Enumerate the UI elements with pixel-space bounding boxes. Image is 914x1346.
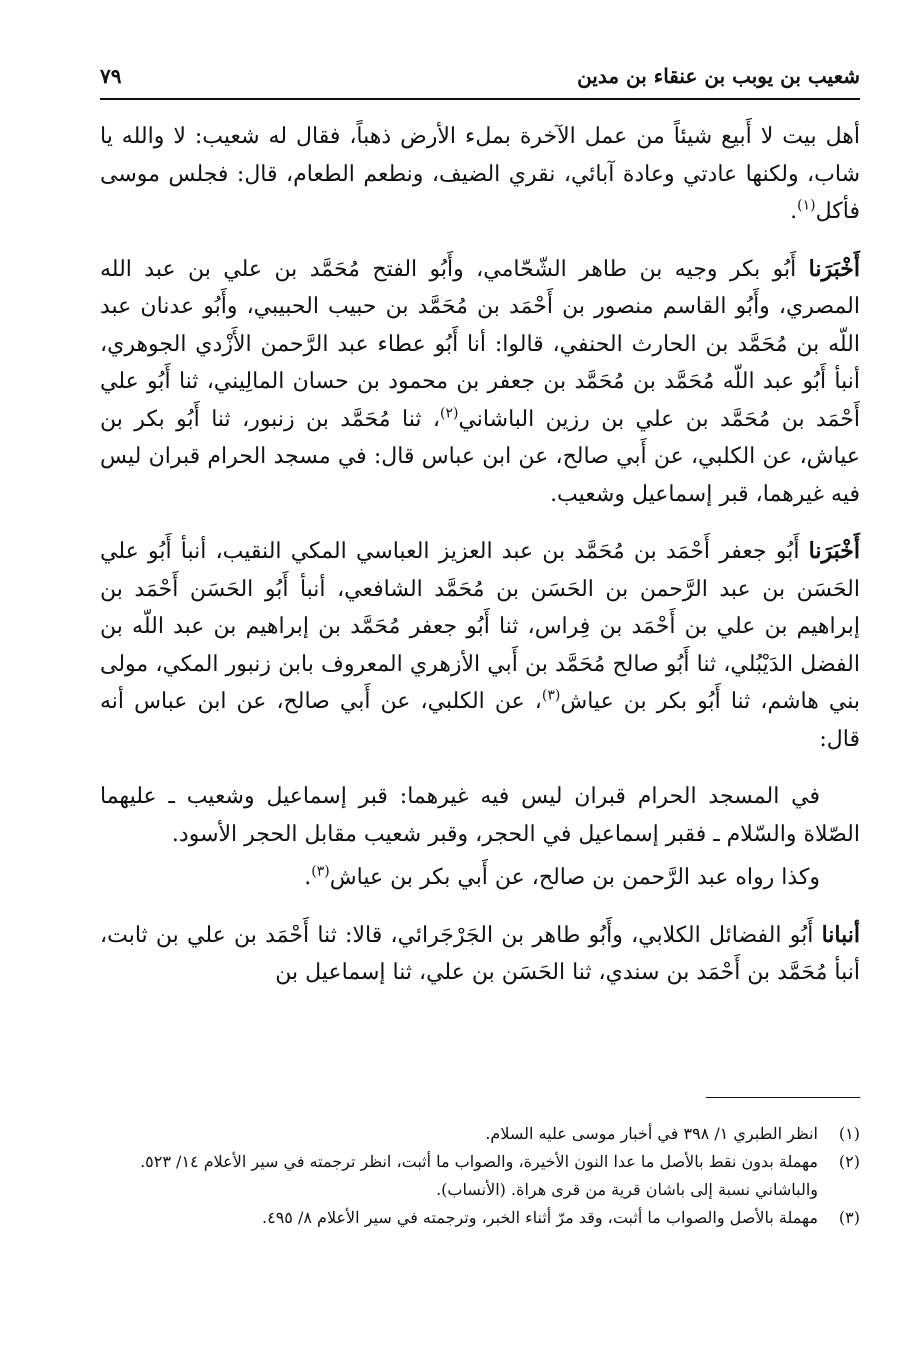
footnotes [100, 1120, 860, 1232]
paragraph-4: في المسجد الحرام قبران ليس فيه غيرهما: قبر إسماعيل وشعيب ـ عليهما الصّلاة والسّلام ـ فقبر إسماعيل في الحجر، وقبر شعيب مقابل الحجر الأسود. [100, 784, 860, 847]
footnote-text: مهملة بالأصل والصواب ما أثبت، وقد مرّ أثناء الخبر، وترجمته في سير الأعلام ٨/ ٤٩٥. [262, 1208, 818, 1227]
running-title: شعيب بن يوبب بن عنقاء بن مدين [577, 64, 860, 88]
footnote-separator [706, 1097, 860, 1098]
footnote-text: انظر الطبري ١/ ٣٩٨ في أخبار موسى عليه السلام. [485, 1124, 818, 1143]
isnad-lead: أَخْبَرَنا [808, 538, 860, 564]
footnote-ref: (٣) [311, 863, 330, 880]
running-header [100, 60, 860, 100]
footnote-ref: (١) [797, 197, 816, 214]
isnad-lead: أَخْبَرَنا [808, 255, 860, 282]
footnote-2 [100, 1148, 860, 1176]
isnad-lead: أنبانا [821, 921, 860, 948]
footnote-2-continuation: والباشاني نسبة إلى باشان قرية من قرى هراة. (الأنساب). [436, 1180, 818, 1199]
paragraph-5: وكذا رواه عبد الرَّحمن بن صالح، عن أَبي بكر بن عياش$^{(٣)}$. [304, 863, 820, 890]
footnote-number: (٢) [838, 1152, 860, 1171]
footnote-number: (١) [838, 1124, 860, 1143]
footnote-3 [100, 1204, 860, 1232]
footnote-ref: (٢) [440, 405, 459, 422]
paragraph-6: أنبانا أَبُو الفضائل الكلابي، وأَبُو طاهر بن الجَرْجَرائي، قالا: ثنا أَحْمَد بن علي بن ثابت، أنبأ مُحَمَّد بن أَحْمَد بن سندي، ثنا الحَسَن بن علي، ثنا إسماعيل بن [100, 921, 860, 985]
page-number: ٧٩ [100, 64, 122, 88]
footnote-text: مهملة بدون نقط بالأصل ما عدا النون الأخيرة، والصواب ما أثبت، انظر ترجمته في سير الأعلام ١٤/ ٥٢٣. [140, 1152, 818, 1171]
footnote-number: (٣) [838, 1208, 860, 1227]
paragraph-3: أَخْبَرَنا أَبُو جعفر أَحْمَد بن مُحَمَّد بن عبد العزيز العباسي المكي النقيب، أنبأ أَبُو علي الحَسَن بن عبد الرَّحمن بن الحَسَن بن مُحَمَّد الشافعي، أنبأ أَبُو الحَسَن أَحْمَد بن إبراهيم بن علي بن أَحْمَد بن فِراس، ثنا أَبُو جعفر مُحَمَّد بن إبراهيم بن عبد اللّه بن الفضل الدَيْبُلي، ثنا أَبُو صالح مُحَمَّد بن أَبي الأزهري المعروف بابن زنبور المكي، مولى بني هاشم، ثنا أَبُو بكر بن عياش$^{(٣)}$، عن الكلبي، عن أَبي صالح، عن ابن عباس أنه قال: [100, 538, 860, 752]
paragraph-1: أهل بيت لا أَبيع شيئاً من عمل الآخرة بملء الأرض ذهباً، فقال له شعيب: لا والله يا شاب، ولكنها عادتي وعادة آبائي، نقري الضيف، ونطعم الطعام، قال: فجلس موسى فأكل$^{(١)}$. [100, 124, 860, 224]
footnote-ref: (٣) [541, 687, 561, 704]
footnote-1 [100, 1120, 860, 1148]
paragraph-2: أَخْبَرَنا أَبُو بكر وجيه بن طاهر الشّحّامي، وأَبُو الفتح مُحَمَّد بن علي بن عبد الله المصري، وأَبُو القاسم منصور بن أَحْمَد بن مُحَمَّد بن حبيب الحبيبي، وأَبُو عدنان عبد اللّه بن مُحَمَّد بن الحارث الحنفي، قالوا: أنا أَبُو عطاء عبد الرَّحمن الأَزْدي الجوهري، أنبأ أَبُو عبد اللّه مُحَمَّد بن مُحَمَّد بن جعفر بن محمود بن حسان المالِيني، ثنا أَبُو علي أَحْمَد بن مُحَمَّد بن علي بن رزين الباشاني$^{(٢)}$، ثنا مُحَمَّد بن زنبور، ثنا أَبُو بكر بن عياش، عن الكلبي، عن أَبي صالح، عن ابن عباس قال: في مسجد الحرام قبران ليس فيه غيرهما، قبر إسماعيل وشعيب. [100, 255, 860, 507]
main-text [100, 118, 860, 1012]
